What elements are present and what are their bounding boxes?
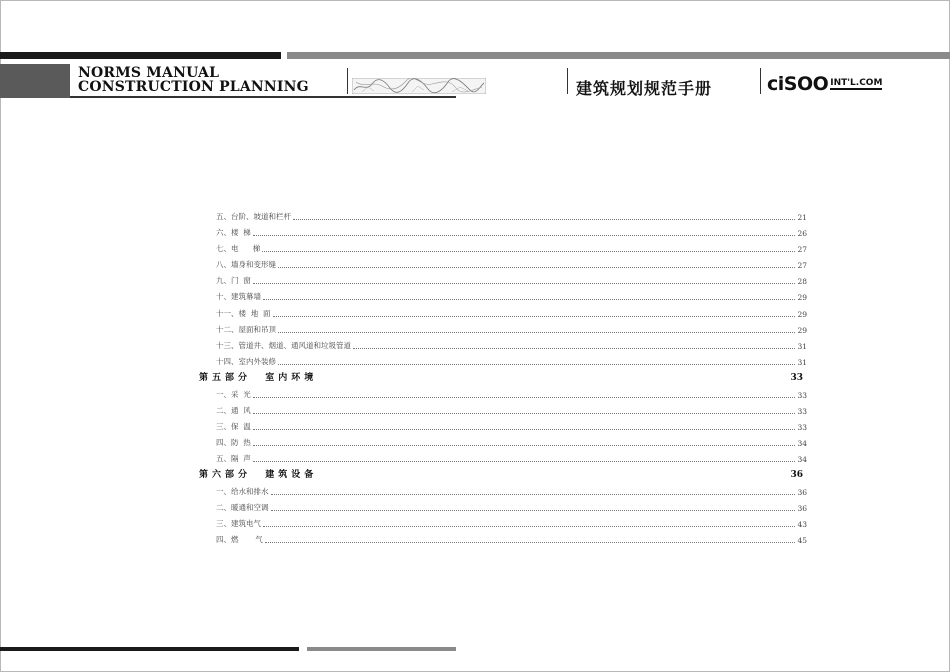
toc-page-number: 33 <box>797 391 807 400</box>
toc-page-number: 29 <box>797 310 807 319</box>
toc-entry-label: 第五部分 室内环境 <box>199 373 318 383</box>
brand-logo <box>767 73 882 95</box>
toc-leader-dots <box>253 445 796 446</box>
toc-entry <box>216 404 807 416</box>
toc-page-number: 26 <box>797 229 807 238</box>
separator <box>760 68 761 94</box>
toc-entry <box>216 258 807 270</box>
toc-entry-label: 十、建筑幕墙 <box>216 292 261 301</box>
toc-entry-label: 六、楼 梯 <box>216 228 251 237</box>
english-title-line1: NORMS MANUAL <box>78 65 220 81</box>
toc-entry <box>216 355 807 367</box>
footer-bar-grey <box>307 647 456 651</box>
toc-page-number: 36 <box>790 470 803 480</box>
toc-entry <box>216 452 807 464</box>
toc-leader-dots <box>293 219 795 220</box>
logo-text: ciSOO <box>767 73 829 95</box>
toc-entry <box>216 485 807 497</box>
toc-entry <box>216 388 807 400</box>
toc-page-number: 27 <box>797 245 807 254</box>
toc-leader-dots <box>265 542 796 543</box>
toc-entry-label: 九、门 窗 <box>216 276 251 285</box>
toc-leader-dots <box>253 397 796 398</box>
toc-leader-dots <box>271 494 796 495</box>
header-bar-dark <box>0 52 281 59</box>
toc-entry-label: 一、采 光 <box>216 390 251 399</box>
toc-entry-label: 七、电 梯 <box>216 244 261 253</box>
title-underline <box>70 96 456 98</box>
toc-page-number: 34 <box>797 455 807 464</box>
toc-entry-label: 五、隔 声 <box>216 454 251 463</box>
toc-leader-dots <box>353 348 795 349</box>
toc-entry-label: 三、保 温 <box>216 422 251 431</box>
toc-leader-dots <box>262 251 795 252</box>
toc-page-number: 36 <box>797 488 807 497</box>
toc-entry <box>216 210 807 222</box>
toc-entry <box>216 323 807 335</box>
toc-leader-dots <box>253 461 796 462</box>
toc-leader-dots <box>253 429 796 430</box>
toc-page-number: 33 <box>790 373 803 383</box>
toc-page-number: 28 <box>797 277 807 286</box>
toc-entry-label: 十一、楼 地 面 <box>216 309 271 318</box>
logo-subtext: INT'L.COM <box>830 78 883 88</box>
toc-entry <box>216 533 807 545</box>
separator <box>567 68 568 94</box>
toc-leader-dots <box>253 235 796 236</box>
header-bar-grey <box>287 52 950 59</box>
toc-page-number: 33 <box>797 407 807 416</box>
toc-page-number: 45 <box>797 536 807 545</box>
toc-entry-label: 十二、屋面和吊顶 <box>216 325 276 334</box>
toc-leader-dots <box>278 332 795 333</box>
english-title-line2: CONSTRUCTION PLANNING <box>78 79 309 95</box>
toc-leader-dots <box>273 316 796 317</box>
toc-page-number: 21 <box>797 213 807 222</box>
toc-entry <box>216 274 807 286</box>
footer-bar-dark <box>0 647 299 651</box>
toc-entry-label: 十三、管道井、烟道、通风道和垃圾管道 <box>216 341 351 350</box>
toc-entry-label: 二、通 风 <box>216 406 251 415</box>
toc-leader-dots <box>263 526 795 527</box>
toc-page-number: 43 <box>797 520 807 529</box>
header-grey-block <box>0 64 70 98</box>
toc-entry <box>216 307 807 319</box>
toc-entry-label: 十四、室内外装修 <box>216 357 276 366</box>
toc-entry <box>216 290 807 302</box>
toc-entry <box>216 501 807 513</box>
chinese-title: 建筑规划规范手册 <box>576 79 713 98</box>
toc-entry-label: 第六部分 建筑设备 <box>199 470 318 480</box>
toc-page-number: 31 <box>797 342 807 351</box>
map-decoration-image <box>352 78 486 94</box>
toc-leader-dots <box>253 413 796 414</box>
toc-page-number: 29 <box>797 326 807 335</box>
toc-leader-dots <box>278 364 795 365</box>
toc-entry-label: 一、给水和排水 <box>216 487 269 496</box>
toc-page-number: 29 <box>797 293 807 302</box>
toc-section-heading <box>199 371 803 383</box>
toc-entry <box>216 339 807 351</box>
toc-entry-label: 二、暖通和空调 <box>216 503 269 512</box>
toc-entry-label: 四、燃 气 <box>216 535 263 544</box>
toc-leader-dots <box>278 267 795 268</box>
toc-page-number: 34 <box>797 439 807 448</box>
toc-leader-dots <box>253 283 796 284</box>
toc-entry <box>216 436 807 448</box>
english-title <box>78 66 309 94</box>
toc-page-number: 31 <box>797 358 807 367</box>
toc-entry <box>216 242 807 254</box>
toc-page-number: 36 <box>797 504 807 513</box>
toc-entry-label: 四、防 热 <box>216 438 251 447</box>
toc-entry <box>216 517 807 529</box>
toc-section-heading <box>199 468 803 480</box>
toc-page-number: 33 <box>797 423 807 432</box>
toc-entry-label: 八、墙身和变形缝 <box>216 260 276 269</box>
toc-leader-dots <box>271 510 796 511</box>
toc-leader-dots <box>263 299 795 300</box>
toc-entry <box>216 420 807 432</box>
toc-page-number: 27 <box>797 261 807 270</box>
toc-entry <box>216 226 807 238</box>
separator <box>347 68 348 94</box>
toc-entry-label: 三、建筑电气 <box>216 519 261 528</box>
toc-entry-label: 五、台阶、坡道和栏杆 <box>216 212 291 221</box>
